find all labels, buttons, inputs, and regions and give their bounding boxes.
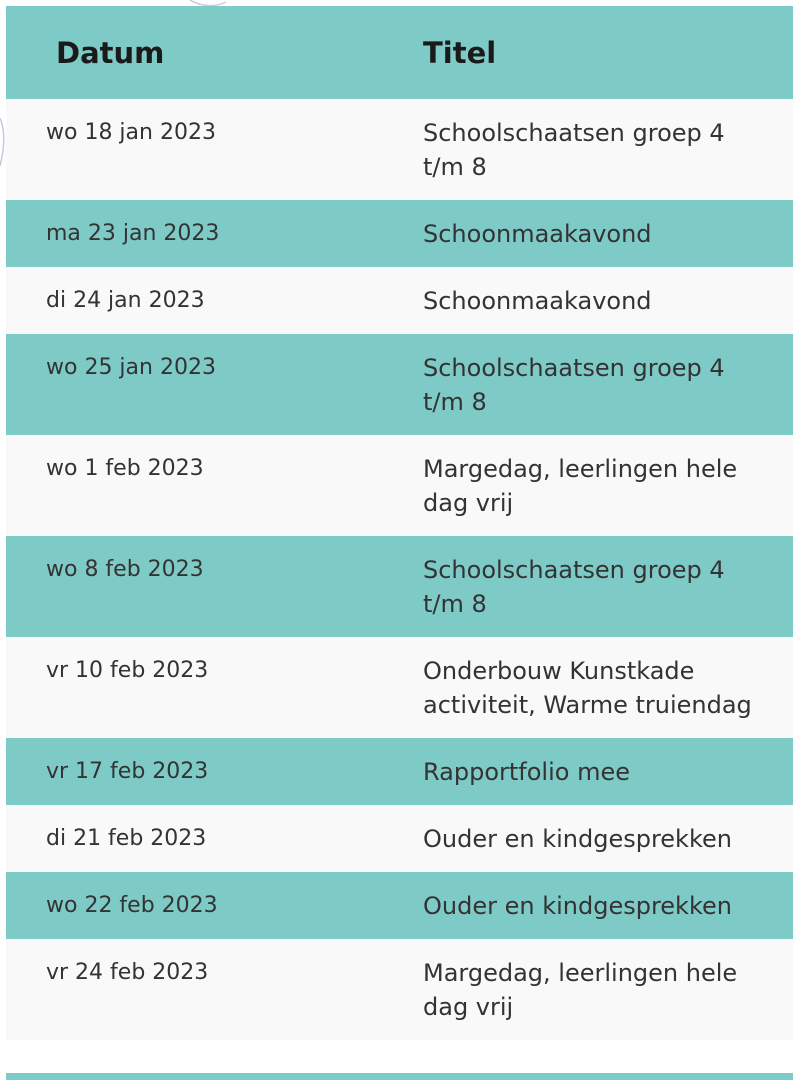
event-title[interactable]: Schoolschaatsen groep 4 t/m 8	[423, 119, 725, 181]
table-row	[6, 267, 793, 334]
event-title[interactable]: Ouder en kindgesprekken	[423, 892, 732, 920]
event-title[interactable]: Ouder en kindgesprekken	[423, 825, 732, 853]
table-row	[6, 872, 793, 939]
event-title[interactable]: Margedag, leerlingen hele dag vrij	[423, 959, 738, 1021]
table-row	[6, 939, 793, 1040]
table-row	[6, 99, 793, 200]
agenda-table	[6, 6, 793, 1040]
table-row	[6, 637, 793, 738]
next-row-strip	[6, 1073, 793, 1080]
event-date: wo 25 jan 2023	[46, 355, 216, 380]
event-date: wo 18 jan 2023	[46, 120, 216, 145]
event-date: wo 22 feb 2023	[46, 893, 218, 918]
table-row	[6, 334, 793, 435]
event-date: vr 10 feb 2023	[46, 658, 209, 683]
event-title[interactable]: Schoolschaatsen groep 4 t/m 8	[423, 556, 725, 618]
event-date: wo 1 feb 2023	[46, 456, 204, 481]
table-row	[6, 536, 793, 637]
event-date: di 24 jan 2023	[46, 288, 205, 313]
table-row	[6, 738, 793, 805]
event-title[interactable]: Schoonmaakavond	[423, 220, 652, 248]
event-date: vr 24 feb 2023	[46, 960, 209, 985]
event-date: wo 8 feb 2023	[46, 557, 204, 582]
event-date: vr 17 feb 2023	[46, 759, 209, 784]
column-header-title: Titel	[423, 35, 497, 70]
column-header-date: Datum	[56, 35, 165, 70]
event-title[interactable]: Schoonmaakavond	[423, 287, 652, 315]
table-row	[6, 200, 793, 267]
table-row	[6, 805, 793, 872]
event-date: ma 23 jan 2023	[46, 221, 220, 246]
event-title[interactable]: Rapportfolio mee	[423, 758, 630, 786]
event-title[interactable]: Onderbouw Kunstkade activiteit, Warme truiendag	[423, 657, 752, 719]
event-title[interactable]: Schoolschaatsen groep 4 t/m 8	[423, 354, 725, 416]
event-title[interactable]: Margedag, leerlingen hele dag vrij	[423, 455, 738, 517]
table-header-row	[6, 6, 793, 99]
table-row	[6, 435, 793, 536]
event-date: di 21 feb 2023	[46, 826, 207, 851]
